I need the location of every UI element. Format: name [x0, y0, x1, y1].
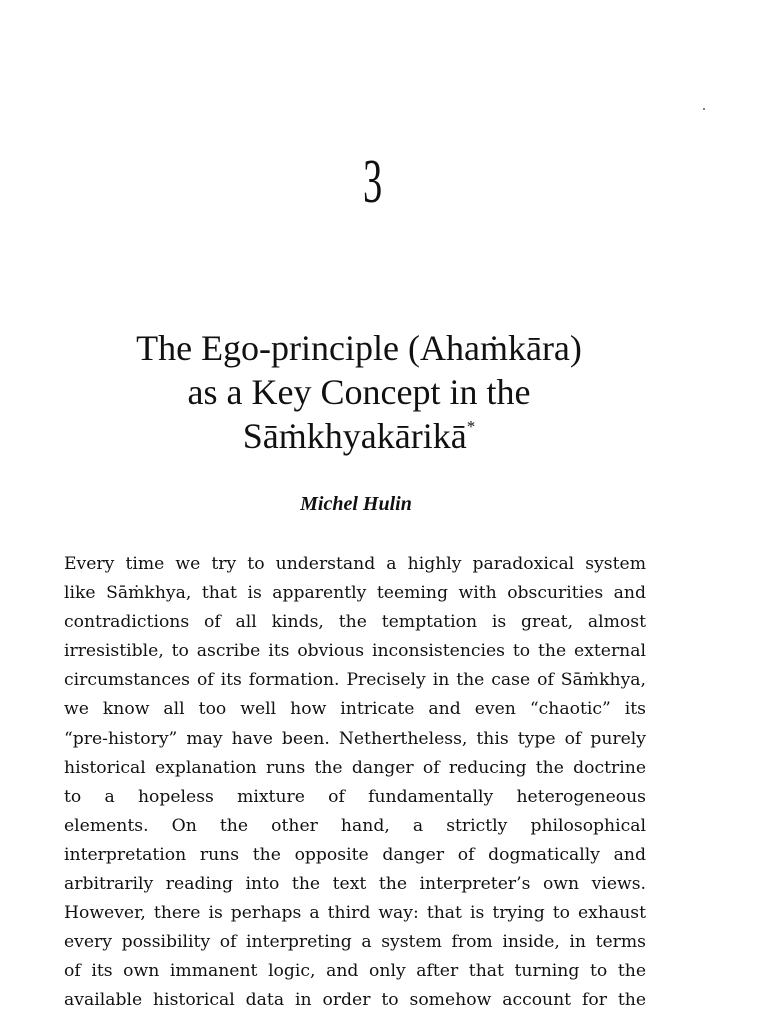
- body-line: of its own immanent logic, and only after that turning to the: [64, 961, 646, 982]
- chapter-title: [0, 326, 718, 458]
- body-line: elements. On the other hand, a strictly philosophical: [64, 815, 646, 836]
- body-line: “pre-history” may have been. Nethertheless, this type of purely: [64, 728, 646, 749]
- body-line: available historical data in order to somehow account for the: [64, 990, 646, 1011]
- body-paragraph: [64, 550, 646, 1016]
- body-line: contradictions of all kinds, the temptation is great, almost: [64, 612, 646, 633]
- body-line: to a hopeless mixture of fundamentally heterogeneous: [64, 786, 646, 807]
- body-line: Every time we try to understand a highly paradoxical system: [64, 554, 646, 574]
- body-line: However, there is perhaps a third way: that is trying to exhaust: [64, 903, 646, 924]
- body-line: interpretation runs the opposite danger of dogmatically and: [64, 844, 646, 865]
- chapter-title-line-1: The Ego-principle (Ahaṁkāra): [136, 328, 582, 368]
- body-line: irresistible, to ascribe its obvious inconsistencies to the external: [64, 641, 646, 662]
- chapter-title-line-3-text: Sāṁkhyakārikā: [242, 416, 467, 456]
- chapter-title-line-3: [0, 414, 718, 458]
- chapter-number: 3: [362, 148, 383, 216]
- scan-speck: [703, 108, 705, 110]
- body-line: we know all too well how intricate and even “chaotic” its: [64, 699, 646, 720]
- footnote-marker: *: [466, 417, 476, 436]
- author-name: Michel Hulin: [300, 493, 412, 515]
- body-line: circumstances of its formation. Precisely in the case of Sāṁkhya,: [64, 670, 646, 691]
- body-line: every possibility of interpreting a system from inside, in terms: [64, 932, 646, 953]
- body-line: arbitrarily reading into the text the interpreter’s own views.: [64, 874, 646, 895]
- body-line: like Sāṁkhya, that is apparently teeming with obscurities and: [64, 583, 646, 604]
- body-line: historical explanation runs the danger of reducing the doctrine: [64, 757, 646, 778]
- chapter-title-line-2: as a Key Concept in the: [187, 372, 531, 412]
